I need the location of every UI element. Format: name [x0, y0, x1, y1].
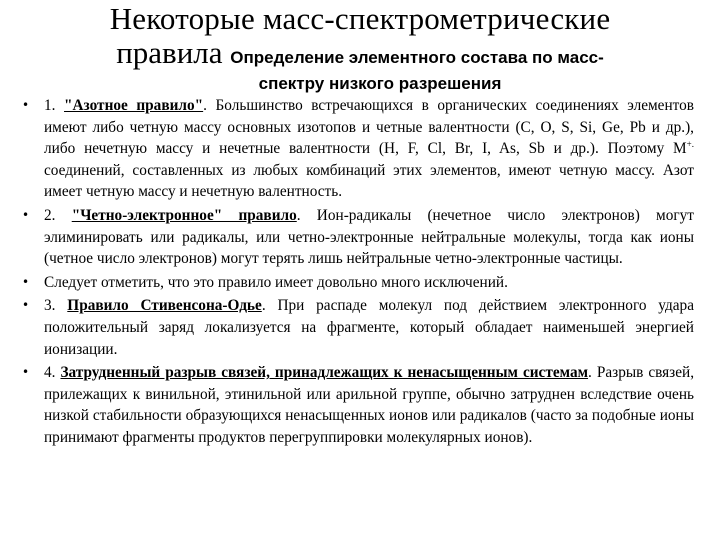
item-number: 3.: [44, 297, 68, 315]
ion-superscript: +.: [686, 139, 694, 150]
list-item-stevenson-rule: [22, 295, 694, 360]
item-text: . Большинство встречающихся в органических соединениях элементов имеют либо четную массу основных изотопов и четные валентности (C, O, S, Si, Ge, Pb и др.), либо нечетную массу и нечетные валентности (H, F, Cl, Br, I, As, Sb и др.). Поэтому M: [44, 97, 695, 158]
list-item-even-electron-rule: [22, 205, 694, 270]
item-number: 1.: [44, 97, 65, 114]
bullet-icon: •: [22, 298, 30, 313]
list-item-nitrogen-rule: [22, 95, 695, 203]
item-text-tail: соединений, составленных из любых комбинаций этих элементов, имеют четную массу. Азот имеет четную массу и нечетную валентность.: [44, 161, 694, 201]
item-text: . Ион-радикалы (нечетное число электронов) могут элиминировать или радикалы, или четно-электронные нейтральные молекулы, тогда как ионы (четное число электронов) могут терять лишь нейтральные четно-электронные частицы.: [44, 206, 694, 268]
item-number: 4.: [44, 364, 61, 382]
rule-name: Правило Стивенсона-Одье: [67, 297, 262, 315]
title-main-word: правила: [116, 35, 223, 70]
rules-list: [22, 95, 695, 449]
item-text: Следует отметить, что это правило имеет довольно много исключений.: [44, 273, 508, 291]
rule-name: Затрудненный разрыв связей, принадлежащих к ненасыщенным системам: [60, 364, 589, 382]
title-line-2: [0, 36, 720, 75]
bullet-icon: •: [22, 98, 30, 112]
bullet-icon: •: [22, 207, 30, 222]
item-text: . Разрыв связей, прилежащих к винильной, этинильной или арильной группе, обычно затруднен вследствие очень низкой стабильности образующихся ненасыщенных ионов или радикалов (часто за подобные ионы принимают фрагменты продуктов перегруппировки молекулярных ионов).: [44, 364, 695, 446]
bullet-icon: •: [22, 274, 30, 289]
list-item-unsaturated-bonds: [22, 362, 695, 448]
rule-name: "Четно-электронное" правило: [71, 206, 297, 224]
item-number: 2.: [44, 206, 72, 224]
rule-name: "Азотное правило": [64, 97, 204, 114]
title-line-1: Некоторые масс-спектрометрические: [109, 1, 611, 36]
subtitle-part-2: спектру низкого разрешения: [258, 74, 502, 93]
slide-title: [0, 2, 720, 94]
subtitle-part-1: Определение элементного состава по масс-: [230, 48, 604, 67]
bullet-icon: •: [22, 365, 30, 380]
item-text: . При распаде молекул под действием электронного удара положительный заряд локализуется на фрагменте, который обладает наименьшей энергией ионизации.: [44, 297, 694, 358]
list-item-note: [22, 272, 694, 294]
